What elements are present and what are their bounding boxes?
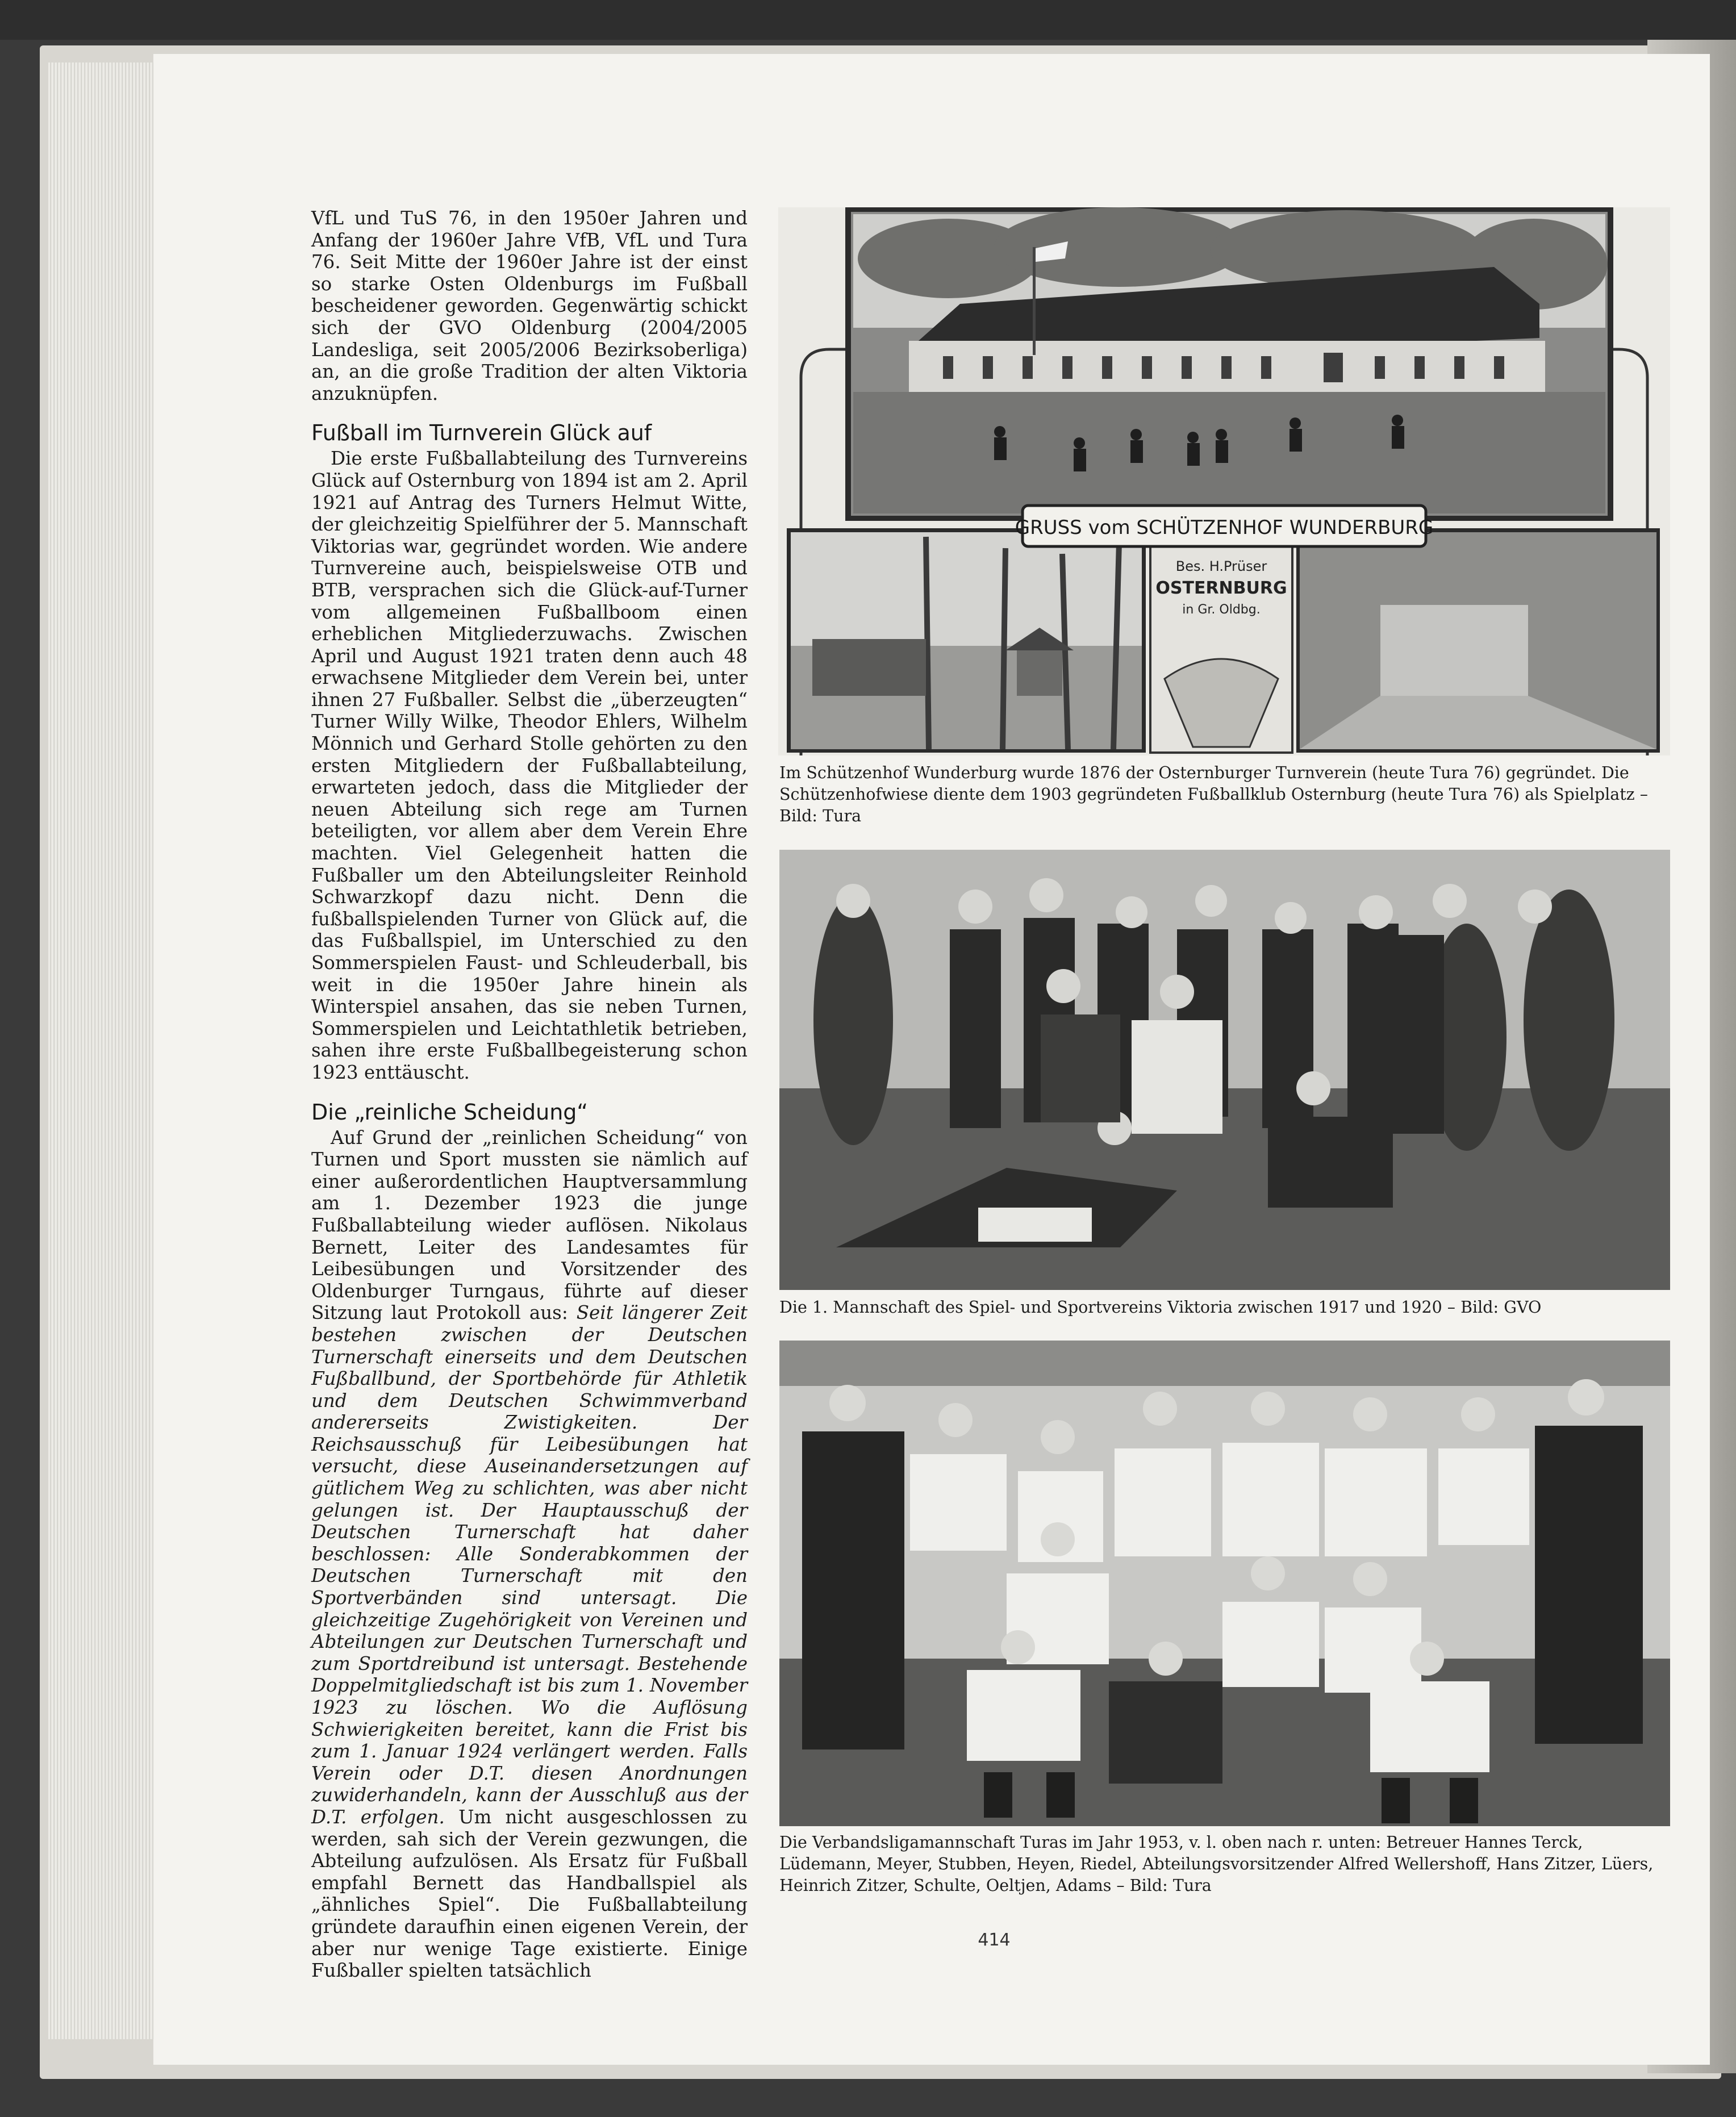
- caption-viktoria: Die 1. Mannschaft des Spiel- und Sportvereins Viktoria zwischen 1917 und 1920 – Bild: GVO: [779, 1298, 1542, 1317]
- scheidung-text-start: Auf Grund der „reinlichen Scheidung“ von Turnen und Sport mussten sie nämlich auf einer außerordentlichen Hauptversammlung am 1. Dezember 1923 die junge Fußballabteilung wieder auflösen. Nikolaus Bernett, Leiter des Landesamtes für Leibesübungen und Vorsitzender des Oldenburger Turngaus, führte auf dieser Sitzung laut Protokoll aus:: [311, 1126, 748, 1324]
- caption-postcard: Im Schützenhof Wunderburg wurde 1876 der Osternburger Turnverein (heute Tura 76) gegründet. Die Schützenhofwiese diente dem 1903 gegründeten Fußballklub Osternburg (heute Tura 76) als Spielplatz – Bild: Tura: [779, 763, 1648, 825]
- team-photo-viktoria-illustration: [779, 850, 1670, 1290]
- paragraph-scheidung: [311, 1127, 748, 1982]
- team-photo-tura-illustration: [779, 1341, 1670, 1826]
- postcard-banner: GRUSS vom SCHÜTZENHOF WUNDERBURG: [1015, 516, 1434, 539]
- protocol-quote: Seit längerer Zeit bestehen zwischen der Deutschen Turnerschaft einerseits und dem Deutschen Fußballbund, der Sportbehörde für Athletik und dem Deutschen Schwimmverband andererseits Zwistigkeiten. Der Reichsausschuß für Leibesübungen hat versucht, diese Auseinandersetzungen auf gütlichem Weg zu schlichten, was aber nicht gelungen ist. Der Hauptausschuß der Deutschen Turnerschaft hat daher beschlossen: Alle Sonderabkommen der Deutschen Turnerschaft mit den Sportverbänden sind untersagt. Die gleichzeitige Zugehörigkeit von Vereinen und Abteilungen zur Deutschen Turnerschaft und zum Sportdreibund ist untersagt. Bestehende Doppelmitgliedschaft ist bis zum 1. November 1923 zu löschen. Wo die Auflösung Schwierigkeiten bereitet, kann die Frist bis zum 1. Januar 1924 verlängert werden. Falls Verein oder D.T. diesen Anordnungen zuwiderhandeln, kann der Ausschluß aus der D.T. erfolgen.: [311, 1302, 748, 1828]
- page-edges: [48, 62, 156, 2039]
- sign-owner: Bes. H.Prüser: [1175, 558, 1267, 574]
- caption-tura-1953: Die Verbandsligamannschaft Turas im Jahr 1953, v. l. oben nach r. unten: Betreuer Hannes Terck, Lüdemann, Meyer, Stubben, Heyen, Riedel, Abteilungsvorsitzender Alfred Wellershoff, Hans Zitzer, Lüers, Heinrich Zitzer, Schulte, Oeltjen, Adams – Bild: Tura: [779, 1833, 1654, 1895]
- paragraph-intro: VfL und TuS 76, in den 1950er Jahren und Anfang der 1960er Jahre VfB, VfL und Tura 76. Seit Mitte der 1960er Jahre ist der einst so starke Osten Oldenburgs im Fußball bescheidener geworden. Gegenwärtig schickt sich der GVO Oldenburg (2004/2005 Landesliga, seit 2005/2006 Bezirksoberliga) an, an die große Tradition der alten Viktoria anzuknüpfen.: [311, 207, 748, 404]
- heading-turnverein: Fußball im Turnverein Glück auf: [311, 420, 652, 446]
- postcard-illustration: [778, 207, 1670, 755]
- paragraph-turnverein: Die erste Fußballabteilung des Turnvereins Glück auf Osternburg von 1894 ist am 2. April 1921 auf Antrag des Turners Helmut Witte, der gleichzeitig Spielführer der 5. Mannschaft Viktorias war, gegründet worden. Wie andere Turnvereine auch, beispielsweise OTB und BTB, versprachen sich die Glück-auf-Turner vom allgemeinen Fußballboom einen erheblichen Mitgliederzuwachs. Zwischen April und August 1921 traten denn auch 48 erwachsene Mitglieder dem Verein bei, unter ihnen 27 Fußballer. Selbst die „überzeugten“ Turner Willy Wilke, Theodor Ehlers, Wilhelm Mönnich und Gerhard Stolle gehörten zu den ersten Mitgliedern der Fußballabteilung, erwarteten jedoch, dass die Mitglieder der neuen Abteilung sich rege am Turnen beteiligten, vor allem aber dem Verein Ehre machten. Viel Gelegenheit hatten die Fußballer um den Abteilungsleiter Reinhold Schwarzkopf dazu nicht. Denn die fußballspielenden Turner von Glück auf, die das Fußballspiel, im Unterschied zu den Sommerspielen Faust- und Schleuderball, bis weit in die 1950er Jahre hinein als Winterspiel ansahen, das sie neben Turnen, Sommerspielen und Leichtathletik betrieben, sahen ihre erste Fußballbegeisterung schon 1923 enttäuscht.: [311, 448, 748, 1083]
- postcard-image: [778, 207, 1670, 755]
- scheidung-text-end: Um nicht ausgeschlossen zu werden, sah sich der Verein gezwungen, die Abteilung aufzulösen. Als Ersatz für Fußball empfahl Bernett das Handballspiel als „ähnliches Spiel“. Die Fußballabteilung gründete daraufhin einen eigenen Verein, der aber nur wenige Tage existierte. Einige Fußballer spielten tatsächlich: [311, 1806, 748, 1982]
- team-photo-viktoria: [779, 850, 1670, 1290]
- team-photo-tura-1953: [779, 1341, 1670, 1826]
- background-top: [0, 0, 1736, 40]
- heading-scheidung: Die „reinliche Scheidung“: [311, 1099, 589, 1125]
- sign-place: OSTERNBURG: [1155, 578, 1287, 598]
- sign-region: in Gr. Oldbg.: [1182, 603, 1261, 617]
- page-number: 414: [978, 1930, 1011, 1950]
- text-column: [311, 207, 748, 1982]
